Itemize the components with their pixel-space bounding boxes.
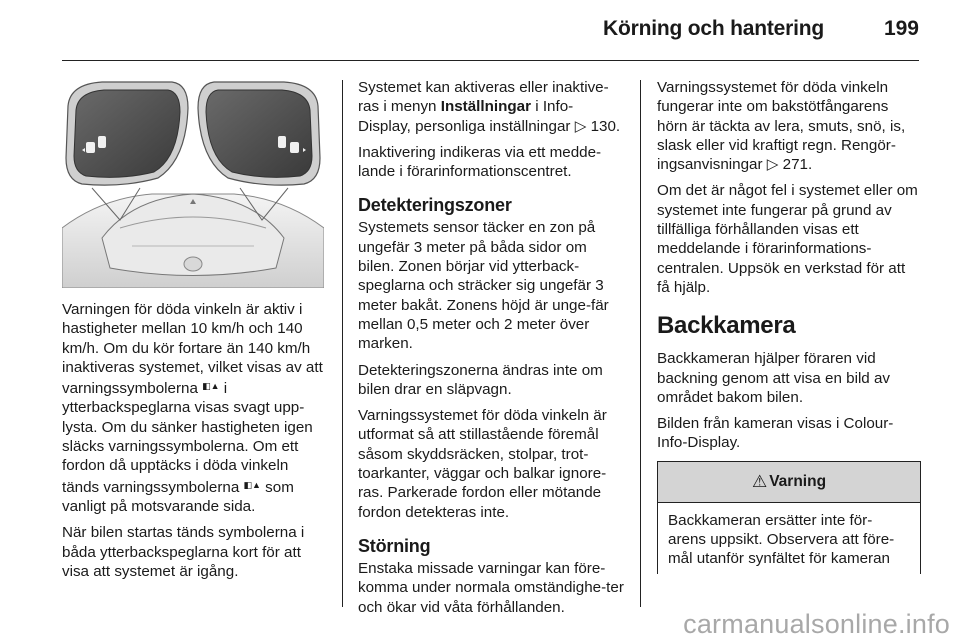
page-number: 199 xyxy=(883,17,919,40)
column-divider xyxy=(342,80,343,607)
column-1 xyxy=(62,300,326,588)
heading-detection-zones: Detekteringszoner xyxy=(358,195,512,216)
paragraph-startup: När bilen startas tänds symbolerna i båda ytterbackspeglarna kort för att visa att systemet är igång. xyxy=(62,524,305,580)
paragraph-system-fault: Om det är något fel i systemet eller om systemet inte fungerar på grund av tillfälliga förhållanden visas ett meddelande i förarinformations-centralen. Uppsök en verkstad för att få hjälp. xyxy=(657,182,918,296)
paragraph-activation: Systemet kan aktiveras eller inaktive-ras i menyn Inställningar i Info-Display, personliga inställningar ▷ 130. xyxy=(358,79,621,135)
watermark: carmanualsonline.info xyxy=(683,609,950,639)
page-title: Körning och hantering xyxy=(603,17,824,40)
blind-spot-warning-icon: ◧▲ xyxy=(202,381,220,392)
paragraph-sensor-zone: Systemets sensor täcker en zon på ungefär 3 meter på båda sidor om bilen. Zonen börjar vid ytterback-speglarna och sträcker sig ungefär 3 meter bakåt. Zonens höjd är unge-fär mellan 0,5 meter och 2 meter över marken. xyxy=(358,219,609,353)
warning-triangle-icon: ⚠ xyxy=(751,472,768,492)
heading-rear-camera: Backkamera xyxy=(657,312,796,340)
blind-spot-warning-icon: ◧▲ xyxy=(243,479,261,490)
warning-header xyxy=(658,462,920,503)
paragraph-camera-purpose: Backkameran hjälper föraren vid backning genom att visa en bild av området bakom bilen. xyxy=(657,350,891,406)
column-2 xyxy=(358,78,624,624)
settings-menu-name: Inställningar xyxy=(440,98,532,116)
paragraph-stationary-objects: Varningssystemet för döda vinkeln är utformat så att stillastående föremål såsom skyddsräcken, stolpar, trot-toarkanter, väggar och balkar ignore-ras. Parkerade fordon eller mötande fordon detekteras inte. xyxy=(358,407,607,521)
warning-body: Backkameran ersätter inte för-arens uppsikt. Observera att före-mål utanför synfältet för kameran xyxy=(668,511,895,568)
page-reference-link[interactable]: ▷ 130. xyxy=(574,117,621,135)
paragraph-deactivation: Inaktivering indikeras via ett medde-lande i förarinformationscentret. xyxy=(358,143,602,181)
warning-title: Varning xyxy=(769,473,827,491)
paragraph-missed-warnings: Enstaka missade varningar kan före-komma under normala omständighe-ter och ökar vid våta förhållanden. xyxy=(358,559,624,616)
column-3 xyxy=(657,78,921,574)
warning-box xyxy=(657,461,921,574)
heading-fault: Störning xyxy=(358,535,431,556)
paragraph-speed-range: Varningen för döda vinkeln är aktiv i hastigheter mellan 10 km/h och 140 km/h. Om du kör fortare än 140 km/h inaktiveras systemet, vilket visas av att varningssymbolerna ◧▲ i ytterbackspeglarna visas svagt upp-lysta. Om du sänker hastigheten igen släcks varningssymbolerna. Om ett fordon då upptäcks i döda vinkeln tänds varningssymbolerna ◧▲ som vanligt på motsvarande sida. xyxy=(62,301,323,515)
paragraph-camera-display: Bilden från kameran visas i Colour-Info-Display. xyxy=(657,415,894,452)
blind-spot-mirror-illustration xyxy=(62,78,324,288)
paragraph-bumper-dirt: Varningssystemet för döda vinkeln fungerar inte om bakstötfångarens hörn är täckta av lera, smuts, snö, is, slask eller vid kraftigt regn. Rengör-ingsanvisningar ▷ 271. xyxy=(657,79,906,174)
header-rule xyxy=(62,60,919,61)
column-divider xyxy=(640,80,641,607)
paragraph-trailer: Detekteringszonerna ändras inte om bilen drar en släpvagn. xyxy=(358,361,603,398)
